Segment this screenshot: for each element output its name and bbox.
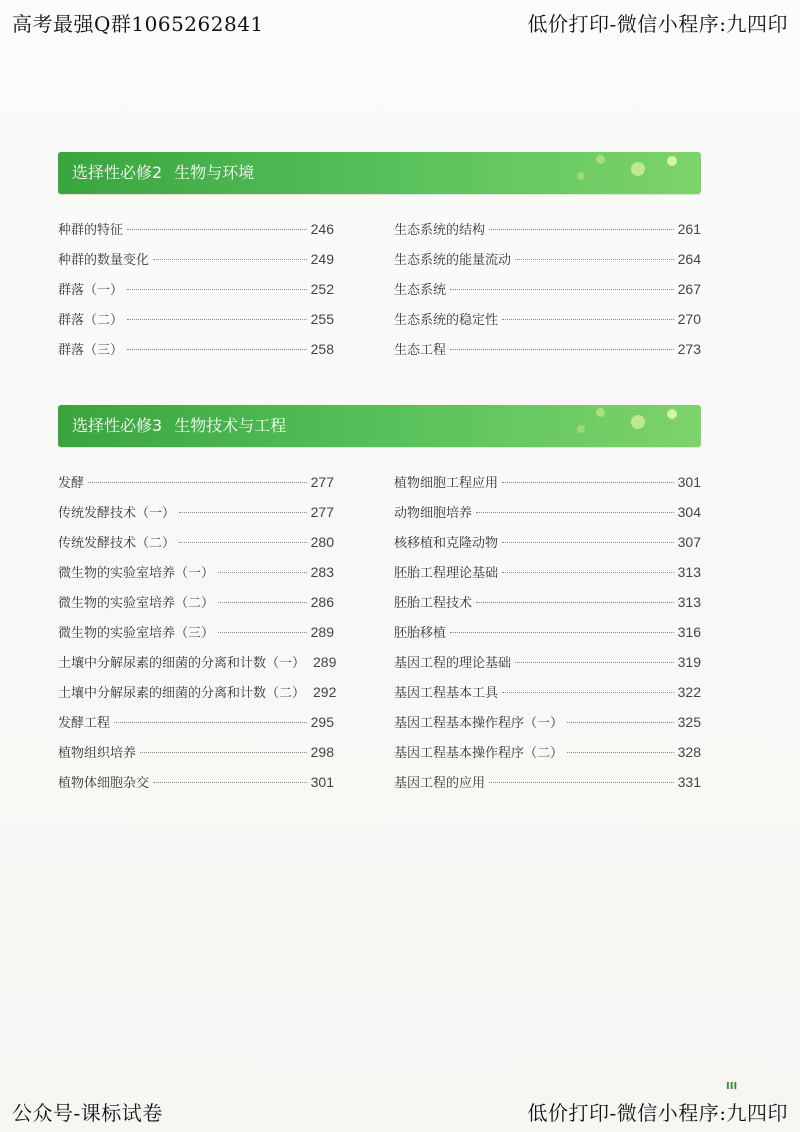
decor-dot xyxy=(596,408,605,417)
toc-entry[interactable] xyxy=(58,244,334,274)
toc-entry-title: 基因工程的理论基础 xyxy=(394,656,512,671)
toc-entry-page: 264 xyxy=(677,251,701,267)
toc-entry-page: 270 xyxy=(677,311,701,327)
toc-entry[interactable] xyxy=(394,244,701,274)
toc-entry-title: 核移植和克隆动物 xyxy=(394,536,499,551)
toc-entry-title: 群落（二） xyxy=(58,313,124,328)
toc-entry-page: 295 xyxy=(310,714,334,730)
toc-column-left xyxy=(58,214,334,364)
dot-leader xyxy=(127,348,307,350)
decor-dot xyxy=(577,172,585,180)
decor-dot xyxy=(596,155,605,164)
dot-leader xyxy=(114,721,307,723)
decor-dot xyxy=(631,162,645,176)
toc-entry-page: 277 xyxy=(310,474,334,490)
toc-entry-page: 258 xyxy=(310,341,334,357)
toc-entry-title: 种群的特征 xyxy=(58,223,124,238)
dot-leader xyxy=(502,541,674,543)
dot-leader xyxy=(179,541,307,543)
toc-entry-title: 生态系统的能量流动 xyxy=(394,253,512,268)
toc-entry-page: 292 xyxy=(313,684,337,700)
toc-section-selective-2 xyxy=(58,152,701,358)
dot-leader xyxy=(127,318,307,320)
toc-entry-page: 298 xyxy=(310,744,334,760)
toc-entry-page: 277 xyxy=(310,504,334,520)
toc-entry-title: 土壤中分解尿素的细菌的分离和计数（二） xyxy=(58,686,306,701)
dot-leader xyxy=(489,228,674,230)
toc-column-left xyxy=(58,467,337,797)
dot-leader xyxy=(502,481,674,483)
dot-leader xyxy=(476,601,674,603)
toc-entry-page: 331 xyxy=(677,774,701,790)
toc-entry-page: 246 xyxy=(310,221,334,237)
decor-dot xyxy=(577,425,585,433)
dot-leader xyxy=(502,318,674,320)
toc-entry-title: 植物细胞工程应用 xyxy=(394,476,499,491)
toc-entry[interactable] xyxy=(394,497,701,527)
section-title: 选择性必修2 xyxy=(72,163,163,182)
toc-entry-page: 273 xyxy=(677,341,701,357)
toc-entry-title: 生态系统的稳定性 xyxy=(394,313,499,328)
toc-entry-page: 301 xyxy=(310,774,334,790)
toc-entry[interactable] xyxy=(394,557,701,587)
dot-leader xyxy=(127,228,307,230)
dot-leader xyxy=(502,571,674,573)
dot-leader xyxy=(88,481,307,483)
toc-entry[interactable] xyxy=(58,587,334,617)
toc-entry[interactable] xyxy=(394,767,701,797)
toc-entry-page: 313 xyxy=(677,564,701,580)
toc-entry-page: 280 xyxy=(310,534,334,550)
toc-entry-page: 261 xyxy=(677,221,701,237)
toc-entry-page: 304 xyxy=(677,504,701,520)
section-title: 选择性必修3 xyxy=(72,416,163,435)
toc-entry-title: 基因工程基本操作程序（二） xyxy=(394,746,564,761)
toc-entry-page: 255 xyxy=(310,311,334,327)
dot-leader xyxy=(476,511,674,513)
dot-leader xyxy=(489,781,674,783)
dot-leader xyxy=(127,288,307,290)
toc-column-right xyxy=(394,467,701,797)
watermark-top-right: 低价打印-微信小程序:九四印 xyxy=(527,12,788,36)
toc-entry-title: 微生物的实验室培养（二） xyxy=(58,596,215,611)
decor-dot xyxy=(631,415,645,429)
toc-entry-page: 307 xyxy=(677,534,701,550)
toc-entry[interactable] xyxy=(58,497,334,527)
toc-entry[interactable] xyxy=(394,334,701,364)
watermark-bottom-left: 公众号-课标试卷 xyxy=(12,1101,163,1125)
toc-entry-page: 322 xyxy=(677,684,701,700)
toc-entry[interactable] xyxy=(58,617,334,647)
toc-entry-title: 植物体细胞杂交 xyxy=(58,776,150,791)
toc-section-selective-3 xyxy=(58,405,701,791)
toc-entry-title: 传统发酵技术（一） xyxy=(58,506,176,521)
dot-leader xyxy=(515,661,674,663)
toc-entry[interactable] xyxy=(58,467,334,497)
dot-leader xyxy=(515,258,674,260)
toc-entry[interactable] xyxy=(394,617,701,647)
toc-entry[interactable] xyxy=(394,587,701,617)
dot-leader xyxy=(502,691,674,693)
toc-entry-page: 267 xyxy=(677,281,701,297)
toc-entry[interactable] xyxy=(58,767,334,797)
toc-entry[interactable] xyxy=(394,467,701,497)
toc-entry-page: 283 xyxy=(310,564,334,580)
toc-entry-title: 动物细胞培养 xyxy=(394,506,473,521)
toc-entry-title: 胚胎移植 xyxy=(394,626,447,641)
page-number: III xyxy=(726,1081,738,1092)
toc-entry[interactable] xyxy=(58,527,334,557)
toc-entry[interactable] xyxy=(58,737,334,767)
toc-entry-page: 289 xyxy=(313,654,337,670)
watermark-top-left: 高考最强Q群1065262841 xyxy=(12,12,264,36)
toc-entry-title: 土壤中分解尿素的细菌的分离和计数（一） xyxy=(58,656,306,671)
decor-dot xyxy=(667,156,677,166)
toc-entry[interactable] xyxy=(58,707,334,737)
toc-entry-title: 胚胎工程理论基础 xyxy=(394,566,499,581)
toc-entry-title: 发酵工程 xyxy=(58,716,111,731)
section-banner xyxy=(58,152,701,194)
toc-entry-title: 植物组织培养 xyxy=(58,746,137,761)
toc-column-right xyxy=(394,214,701,364)
toc-entry[interactable] xyxy=(58,647,337,677)
section-banner xyxy=(58,405,701,447)
toc-entry-title: 生态工程 xyxy=(394,343,447,358)
toc-entry-title: 微生物的实验室培养（三） xyxy=(58,626,215,641)
dot-leader xyxy=(567,721,674,723)
toc-entry-page: 316 xyxy=(677,624,701,640)
toc-entry[interactable] xyxy=(394,647,701,677)
toc-entry[interactable] xyxy=(394,707,701,737)
dot-leader xyxy=(218,601,307,603)
dot-leader xyxy=(153,781,307,783)
toc-entry[interactable] xyxy=(58,214,334,244)
toc-entry[interactable] xyxy=(58,334,334,364)
section-subtitle: 生物技术与工程 xyxy=(174,416,287,435)
toc-entry[interactable] xyxy=(394,737,701,767)
toc-entry[interactable] xyxy=(58,304,334,334)
section-subtitle: 生物与环境 xyxy=(174,163,255,182)
toc-entry-title: 生态系统的结构 xyxy=(394,223,486,238)
toc-entry-title: 群落（一） xyxy=(58,283,124,298)
dot-leader xyxy=(567,751,674,753)
dot-leader xyxy=(153,258,307,260)
toc-entry-title: 胚胎工程技术 xyxy=(394,596,473,611)
dot-leader xyxy=(179,511,307,513)
toc-entry[interactable] xyxy=(394,677,701,707)
toc-entry[interactable] xyxy=(394,304,701,334)
toc-entry-page: 289 xyxy=(310,624,334,640)
toc-entry-page: 325 xyxy=(677,714,701,730)
toc-entry[interactable] xyxy=(394,274,701,304)
toc-entry-page: 313 xyxy=(677,594,701,610)
toc-entry-title: 基因工程基本工具 xyxy=(394,686,499,701)
dot-leader xyxy=(450,348,674,350)
toc-entry-page: 286 xyxy=(310,594,334,610)
toc-entry[interactable] xyxy=(58,557,334,587)
toc-entry-page: 328 xyxy=(677,744,701,760)
toc-entry-page: 319 xyxy=(677,654,701,670)
toc-entry[interactable] xyxy=(394,527,701,557)
dot-leader xyxy=(218,571,307,573)
toc-entry-title: 种群的数量变化 xyxy=(58,253,150,268)
decor-dot xyxy=(667,409,677,419)
dot-leader xyxy=(450,631,674,633)
dot-leader xyxy=(450,288,674,290)
watermark-bottom-right: 低价打印-微信小程序:九四印 xyxy=(527,1101,788,1125)
toc-entry-title: 发酵 xyxy=(58,476,85,491)
toc-entry-title: 基因工程的应用 xyxy=(394,776,486,791)
toc-entry[interactable] xyxy=(58,274,334,304)
dot-leader xyxy=(140,751,307,753)
toc-entry-title: 基因工程基本操作程序（一） xyxy=(394,716,564,731)
toc-entry-title: 传统发酵技术（二） xyxy=(58,536,176,551)
toc-entry[interactable] xyxy=(394,214,701,244)
toc-entry-title: 群落（三） xyxy=(58,343,124,358)
toc-entry-page: 249 xyxy=(310,251,334,267)
toc-entry-page: 252 xyxy=(310,281,334,297)
toc-entry[interactable] xyxy=(58,677,337,707)
toc-entry-page: 301 xyxy=(677,474,701,490)
toc-entry-title: 生态系统 xyxy=(394,283,447,298)
dot-leader xyxy=(218,631,307,633)
toc-entry-title: 微生物的实验室培养（一） xyxy=(58,566,215,581)
